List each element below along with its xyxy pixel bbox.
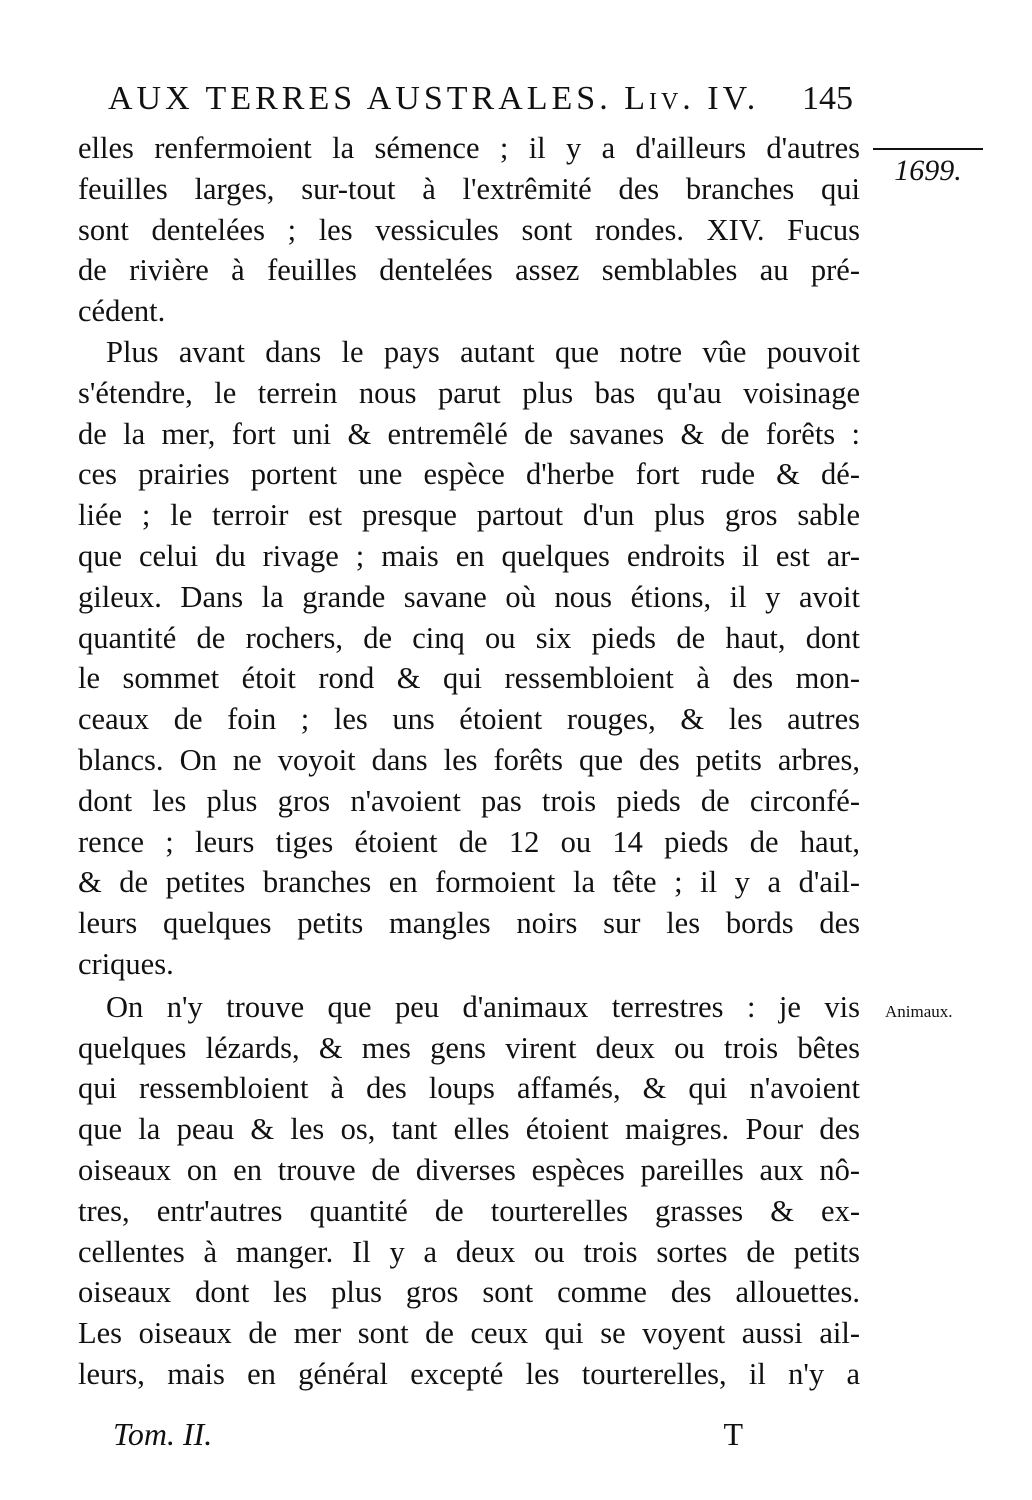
text-line: oiseaux dont les plus gros sont comme des allouettes. bbox=[78, 1275, 860, 1310]
text-line: dont les plus gros n'avoient pas trois pieds de circonfé- bbox=[78, 783, 860, 818]
text-line: On n'y trouve que peu d'animaux terrestres : je vis bbox=[106, 989, 860, 1024]
text-line: liée ; le terroir est presque partout d'un plus gros sable bbox=[78, 498, 860, 533]
page-number: 145 bbox=[802, 80, 853, 117]
text-line: cellentes à manger. Il y a deux ou trois sortes de petits bbox=[78, 1234, 860, 1269]
signature-mark: T bbox=[723, 1416, 743, 1452]
text-line: tres, entr'autres quantité de tourterelles grasses & ex- bbox=[78, 1193, 860, 1228]
text-line: le sommet étoit rond & qui ressembloient à des mon- bbox=[78, 661, 860, 696]
text-line: que la peau & les os, tant elles étoient maigres. Pour des bbox=[78, 1112, 860, 1147]
text-line: rence ; leurs tiges étoient de 12 ou 14 pieds de haut, bbox=[78, 824, 860, 859]
text-line: s'étendre, le terrein nous parut plus bas qu'au voisinage bbox=[78, 375, 860, 410]
text-line: oiseaux on en trouve de diverses espèces pareilles aux nô- bbox=[78, 1152, 860, 1187]
text-line: & de petites branches en formoient la tête ; il y a d'ail- bbox=[78, 865, 860, 900]
margin-year: 1699. bbox=[873, 148, 983, 188]
text-line: gileux. Dans la grande savane où nous étions, il y avoit bbox=[78, 579, 860, 614]
running-head bbox=[108, 80, 853, 118]
text-line: de rivière à feuilles dentelées assez semblables au pré- bbox=[78, 253, 860, 288]
text-line: sont dentelées ; les vessicules sont rondes. XIV. Fucus bbox=[78, 212, 860, 247]
text-line: Plus avant dans le pays autant que notre vûe pouvoit bbox=[106, 334, 860, 369]
text-line: que celui du rivage ; mais en quelques endroits il est ar- bbox=[78, 538, 860, 573]
text-line: ces prairies portent une espèce d'herbe fort rude & dé- bbox=[78, 457, 860, 492]
text-line: ceaux de foin ; les uns étoient rouges, & les autres bbox=[78, 702, 860, 737]
text-line: leurs quelques petits mangles noirs sur les bords des bbox=[78, 906, 860, 941]
text-line: leurs, mais en général excepté les tourterelles, il n'y a bbox=[78, 1356, 860, 1391]
text-line: Les oiseaux de mer sont de ceux qui se voyent aussi ail- bbox=[78, 1316, 860, 1351]
text-line: criques. bbox=[78, 946, 174, 981]
text-line: cédent. bbox=[78, 294, 166, 329]
text-line: elles renfermoient la sémence ; il y a d'ailleurs d'autres bbox=[78, 131, 860, 165]
body-text bbox=[78, 128, 860, 1395]
margin-note-animaux: Animaux. bbox=[885, 1002, 953, 1021]
text-line: qui ressembloient à des loups affamés, & qui n'avoient bbox=[78, 1071, 860, 1106]
text-line: de la mer, fort uni & entremêlé de savanes & de forêts : bbox=[78, 416, 860, 451]
text-line: feuilles larges, sur-tout à l'extrêmité des branches qui bbox=[78, 171, 860, 206]
text-line: blancs. On ne voyoit dans les forêts que des petits arbres, bbox=[78, 742, 860, 777]
running-head-title: AUX TERRES AUSTRALES. Liv. IV. bbox=[108, 80, 760, 117]
page-footer bbox=[113, 1416, 743, 1453]
text-line: quantité de rochers, de cinq ou six pieds de haut, dont bbox=[78, 620, 860, 655]
text-line: quelques lézards, & mes gens virent deux ou trois bêtes bbox=[78, 1030, 860, 1065]
tome-label: Tom. II. bbox=[113, 1416, 213, 1452]
